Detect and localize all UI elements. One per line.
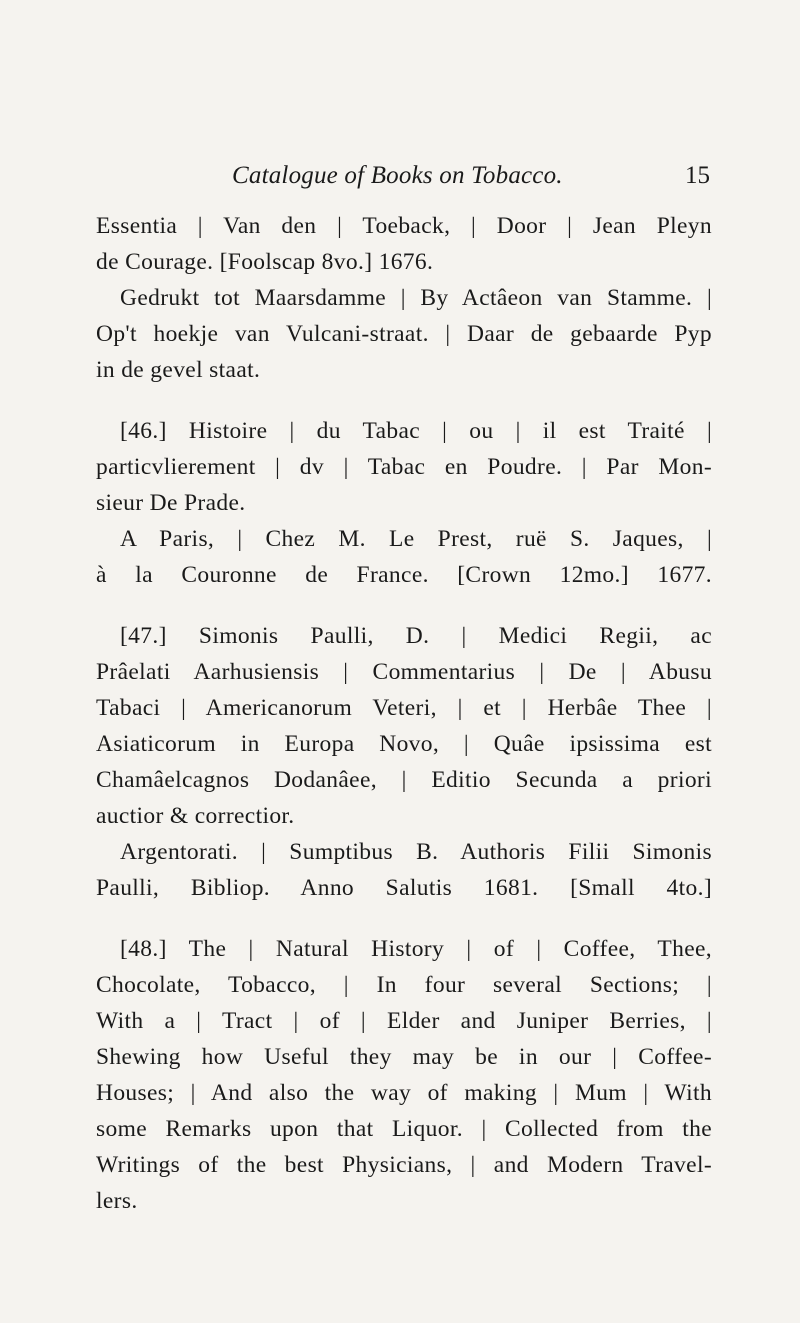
text-line: auctior & correctior. xyxy=(96,803,295,829)
text-line: Op't hoekje van Vulcani-straat. | Daar de gebaarde Pyp xyxy=(96,321,712,347)
text-line: Gedrukt tot Maarsdamme | By Actâeon van Stamme. | xyxy=(120,285,712,311)
text-line: [47.] Simonis Paulli, D. | Medici Regii, ac xyxy=(120,623,712,649)
text-line: Chocolate, Tobacco, | In four several Sections; | xyxy=(96,972,712,998)
text-line: Paulli, Bibliop. Anno Salutis 1681. [Small 4to.] xyxy=(96,875,712,901)
text-line: Tabaci | Americanorum Veteri, | et | Herbâe Thee | xyxy=(96,695,712,721)
text-line: Argentorati. | Sumptibus B. Authoris Filii Simonis xyxy=(120,839,712,865)
text-line: de Courage. [Foolscap 8vo.] 1676. xyxy=(96,249,434,275)
text-line: Writings of the best Physicians, | and Modern Travel- xyxy=(96,1152,712,1178)
text-line: some Remarks upon that Liquor. | Collected from the xyxy=(96,1116,712,1142)
text-line: Shewing how Useful they may be in our | Coffee- xyxy=(96,1044,712,1070)
text-line: à la Couronne de France. [Crown 12mo.] 1677. xyxy=(96,562,712,588)
text-line: [46.] Histoire | du Tabac | ou | il est Traité | xyxy=(120,418,712,444)
running-head xyxy=(96,162,710,202)
text-line: in de gevel staat. xyxy=(96,357,261,383)
catalogue-text xyxy=(96,208,712,1219)
text-line: particvlierement | dv | Tabac en Poudre. | Par Mon- xyxy=(96,454,712,480)
page-number: 15 xyxy=(685,162,710,189)
text-line: sieur De Prade. xyxy=(96,490,246,516)
entry-47-simonis-paulli xyxy=(96,618,712,906)
text-line: Houses; | And also the way of making | Mum | With xyxy=(96,1080,712,1106)
text-line: Prâelati Aarhusiensis | Commentarius | De | Abusu xyxy=(96,659,712,685)
text-line: Chamâelcagnos Dodanâee, | Editio Secunda a priori xyxy=(96,767,712,793)
running-title: Catalogue of Books on Tobacco. xyxy=(232,162,563,189)
text-line: Essentia | Van den | Toeback, | Door | Jean Pleyn xyxy=(96,213,712,239)
text-line: Asiaticorum in Europa Novo, | Quâe ipsissima est xyxy=(96,731,712,757)
entry-46-histoire-du-tabac xyxy=(96,413,712,593)
entry-48-natural-history-of-coffee xyxy=(96,931,712,1219)
text-line: lers. xyxy=(96,1188,138,1214)
text-line: With a | Tract | of | Elder and Juniper Berries, | xyxy=(96,1008,712,1034)
entry-45-essentia xyxy=(96,208,712,388)
text-line: [48.] The | Natural History | of | Coffee, Thee, xyxy=(120,936,712,962)
text-line: A Paris, | Chez M. Le Prest, ruë S. Jaques, | xyxy=(120,526,712,552)
